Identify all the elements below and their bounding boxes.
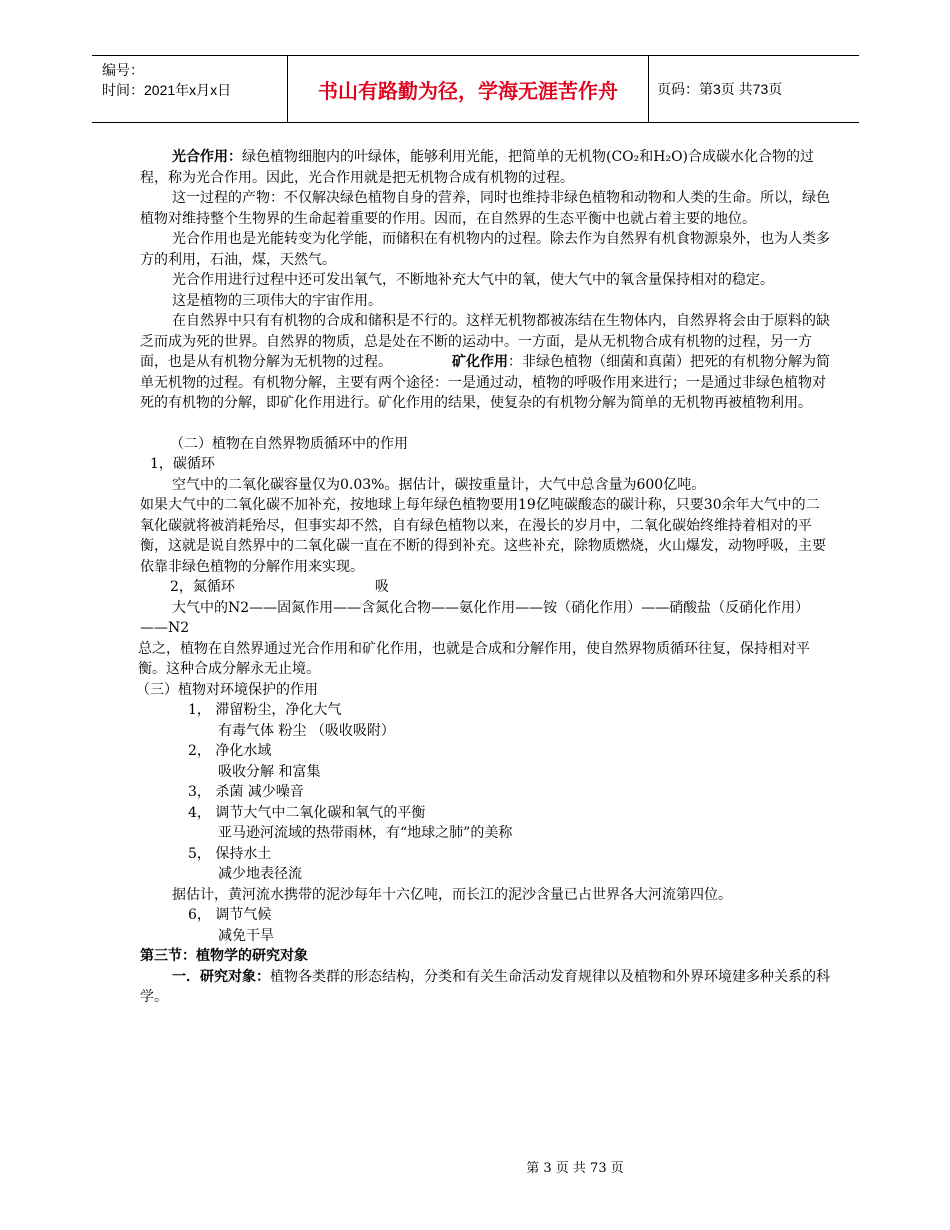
list-item: 6， 调节气候 xyxy=(188,907,272,923)
paragraph: 空气中的二氧化碳容量仅为0.03%。据估计，碳按重量计，大气中总含量为600亿吨。 xyxy=(172,476,706,493)
footer-page-number: 第 3 页 共 73 页 xyxy=(526,1161,624,1176)
list-item: 2， 净化水域 xyxy=(188,743,272,759)
list-item-detail: 减少地表径流 xyxy=(218,866,302,882)
paragraph-photosynthesis xyxy=(140,147,830,188)
list-item-detail: 亚马逊河流域的热带雨林，有“地球之肺”的美称 xyxy=(218,825,513,841)
paragraph: 这一过程的产物：不仅解决绿色植物自身的营养，同时也维持非绿色植物和动物和人类的生命。所以，绿色植物对维持整个生物界的生命起着重要的作用。因而，在自然界的生态平衡中也就占着主要的地位。 xyxy=(140,190,830,227)
list-item-detail: 有毒气体 粉尘 （吸收吸附） xyxy=(218,722,395,739)
list-item-detail: 吸收分解 和富集 xyxy=(218,763,321,780)
text: 植物各类群的形态结构，分类和有关生命活动发育规律以及植物和外界环境建多种关系的科学。 xyxy=(140,968,830,1005)
paragraph: 这是植物的三项伟大的宇宙作用。 xyxy=(172,292,382,309)
list-item: 3， 杀菌 减少噪音 xyxy=(188,784,304,800)
text-photosynthesis: 绿色植物细胞内的叶绿体，能够利用光能，把简单的无机物(CO₂和H₂O)合成碳水化合物的过程，称为光合作用。因此，光合作用就是把无机物合成有机物的过程。 xyxy=(140,149,815,186)
annotation: 吸 xyxy=(374,579,389,595)
section-heading: 第三节：植物学的研究对象 xyxy=(140,948,308,964)
document-body xyxy=(136,147,830,1008)
paragraph: 据估计，黄河流水携带的泥沙每年十六亿吨，而长江的泥沙含量已占世界各大河流第四位。 xyxy=(172,886,732,903)
list-item-detail: 减免干旱 xyxy=(218,927,274,944)
text: ：非绿色植物（细菌和真菌）把死的有机物分解为简单无机物的过程。有机物分解，主要有两个途径：一是通过动，植物的呼吸作用来进行；一是通过非绿色植物对死的有机物的分解，即矿化作用进行。矿化作用的结果，使复杂的有机物分解为简单的无机物再被植物利用。 xyxy=(140,354,830,411)
list-item-label: 2，氮循环 xyxy=(170,579,235,595)
time-label: 时间：2021年x月x日 xyxy=(102,82,232,98)
list-item: 5， 保持水土 xyxy=(188,845,272,862)
section-title: （三）植物对环境保护的作用 xyxy=(136,681,318,698)
section-title: （二）植物在自然界物质循环中的作用 xyxy=(170,435,408,452)
paragraph-mineralization xyxy=(140,311,830,414)
paragraph: 光合作用进行过程中还可发出氧气，不断地补充大气中的氧，使大气中的氧含量保持相对的稳定。 xyxy=(172,272,774,288)
list-item xyxy=(170,577,830,598)
header-motto: 书山有路勤为径，学海无涯苦作舟 xyxy=(287,56,649,122)
header-meta xyxy=(102,60,231,100)
paragraph: 光合作用也是光能转变为化学能，而储积在有机物内的过程。除去作为自然界有机食物源泉外，也为人类多方的利用，石油，煤，天然气。 xyxy=(140,231,830,268)
paragraph: 大气中的N2——固氮作用——含氮化合物——氨化作用——铵（硝化作用）——硝酸盐（反硝化作用）——N2 xyxy=(140,599,810,636)
paragraph: 如果大气中的二氧化碳不加补充，按地球上每年绿色植物要用19亿吨碳酸态的碳计称，只要30余年大气中的二氧化碳就将被消耗殆尽，但事实却不然，自有绿色植物以来，在漫长的岁月中，二氧化碳始终维持着相对的平衡，这就是说自然界中的二氧化碳一直在不断的得到补充。这些补充，除物质燃烧，火山爆发，动物呼吸，主要依靠非绿色植物的分解作用来实现。 xyxy=(140,497,826,575)
term-photosynthesis: 光合作用： xyxy=(172,149,242,165)
page-header xyxy=(92,55,859,123)
list-item: 1， 滞留粉尘，净化大气 xyxy=(188,702,342,718)
header-page-label: 页码：第3页 共73页 xyxy=(657,81,783,97)
list-item: 4， 调节大气中二氧化碳和氧气的平衡 xyxy=(188,804,426,821)
paragraph-research-object xyxy=(140,967,830,1008)
list-item: 1，碳循环 xyxy=(150,456,215,472)
term-mineralization: 矿化作用 xyxy=(452,354,508,370)
page-footer xyxy=(0,1157,950,1176)
text: 在自然界中只有有机物的合成和储积是不行的。这样无机物都被冻结在生物体内，自然界将会由于原料的缺乏而成为死的世界。自然界的物质，总是处在不断的运动中。一方面，是从无机物合成有机物的过程，另一方面，也是从有机物分解为无机物的过程。 xyxy=(140,313,830,370)
term-research-object: 一．研究对象： xyxy=(172,968,270,985)
paragraph: 总之，植物在自然界通过光合作用和矿化作用，也就是合成和分解作用，使自然界物质循环往复，保持相对平衡。这种合成分解永无止境。 xyxy=(138,640,810,677)
number-label: 编号： xyxy=(102,62,144,78)
